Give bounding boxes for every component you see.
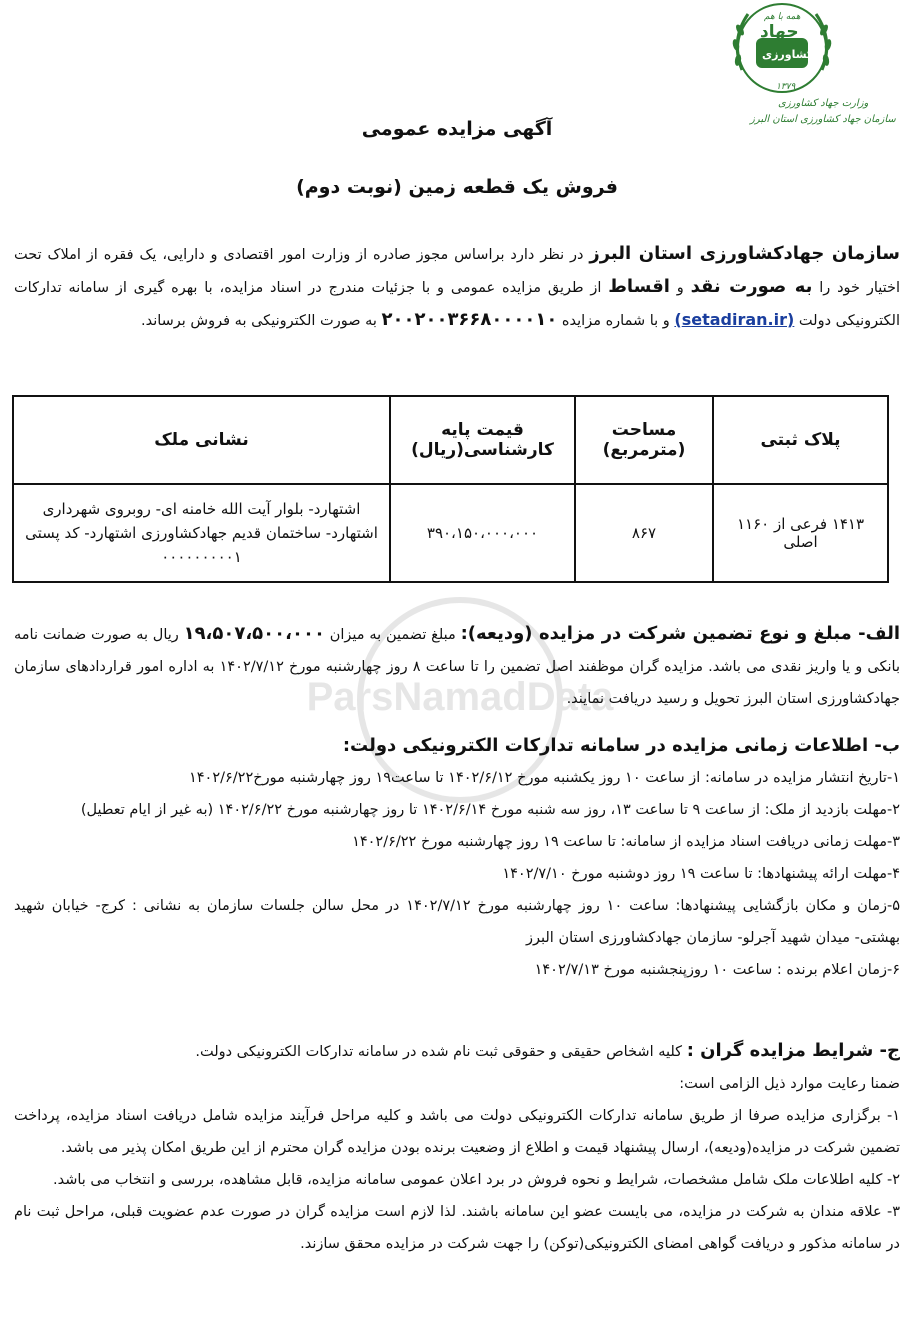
section-a-heading: الف- مبلغ و نوع تضمین شرکت در مزایده (ودیعه): <box>460 623 900 644</box>
section-c-heading: ج- شرایط مزایده گران : <box>686 1040 900 1061</box>
header-price: قیمت پایه کارشناسی(ریال) <box>390 396 575 484</box>
jahad-keshavarzi-logo <box>690 0 896 135</box>
section-b-heading: ب- اطلاعات زمانی مزایده در سامانه تدارکات الکترونیکی دولت: <box>342 735 900 756</box>
cell-plate: ۱۴۱۳ فرعی از ۱۱۶۰ اصلی <box>713 484 888 582</box>
logo-name-line2: کشاورزی <box>762 48 814 61</box>
header-area: مساحت (مترمربع) <box>575 396 713 484</box>
logo-name-line1: جهاد <box>760 22 799 42</box>
section-c-item: ۱- برگزاری مزایده صرفا از طریق سامانه تدارکات الکترونیکی دولت می باشد و کلیه مراحل فرآیند مزایده شامل دریافت اسناد مزایده، پرداخت تضمین شرکت در مزایده(ودیعه)، ارسال پیشنهاد قیمت و اطلاع از وضعیت برنده بودن مزایده گران محترم از این طریق امکان پذیر می باشد. <box>14 1108 900 1156</box>
setadiran-link[interactable]: (setadiran.ir) <box>674 310 795 329</box>
section-b-item: ۳-مهلت زمانی دریافت اسناد مزایده از سامانه: تا ساعت ۱۹ روز چهارشنبه مورخ ۱۴۰۲/۶/۲۲ <box>352 834 900 850</box>
intro-text-2: از طریق مزایده عمومی و با جزئیات مندرج در اسناد مزایده، با بهره گیری از سامانه تدارکات الکترونیکی دولت <box>14 280 900 329</box>
watermark-text: ParsNamadData <box>306 675 614 719</box>
section-c-intro: کلیه اشخاص حقیقی و حقوقی ثبت نام شده در سامانه تدارکات الکترونیکی دولت. <box>195 1044 687 1060</box>
section-b <box>14 730 900 986</box>
intro-and: و <box>669 280 691 296</box>
logo-ministry: وزارت جهاد کشاورزی <box>778 98 869 109</box>
cell-area: ۸۶۷ <box>575 484 713 582</box>
section-b-item: ۴-مهلت ارائه پیشنهادها: تا ساعت ۱۹ روز دوشنبه مورخ ۱۴۰۲/۷/۱۰ <box>502 866 900 882</box>
page-title: آگهی مزایده عمومی <box>361 118 553 140</box>
property-table <box>12 395 889 583</box>
section-b-item: ۱-تاریخ انتشار مزایده در سامانه: از ساعت ۱۰ روز یکشنبه مورخ ۱۴۰۲/۶/۱۲ تا ساعت۱۹ روز چهارشنبه مورخ۱۴۰۲/۶/۲۲ <box>188 770 900 786</box>
intro-text-1: در نظر دارد براساس مجوز صادره از وزارت امور اقتصادی و دارایی، یک فقره از املاک تحت اختیار خود را <box>14 247 900 296</box>
payment-cash: به صورت نقد <box>690 276 813 297</box>
section-a <box>14 618 900 715</box>
section-a-text-2: ریال به صورت ضمانت نامه بانکی و یا واریز نقدی می باشد. مزایده گران موظفند اصل تضمین را تا ساعت ۸ روز چهارشنبه مورخ ۱۴۰۲/۷/۱۲ به اداره امور قراردادهای سازمان جهادکشاورزی استان البرز تحویل و رسید دریافت نمایند. <box>14 627 900 707</box>
section-a-text-1: مبلغ تضمین به میزان <box>324 627 461 643</box>
logo-org: سازمان جهاد کشاورزی استان البرز <box>750 114 896 125</box>
section-c-note: ضمنا رعایت موارد ذیل الزامی است: <box>679 1076 900 1092</box>
logo-slogan: همه با هم <box>764 12 801 22</box>
payment-installments: اقساط <box>608 276 670 297</box>
guarantee-amount: ۱۹،۵۰۷،۵۰۰،۰۰۰ <box>183 623 325 644</box>
section-b-item: ۶-زمان اعلام برنده : ساعت ۱۰ روزپنجشنبه مورخ ۱۴۰۲/۷/۱۳ <box>534 962 900 978</box>
header-plate: پلاک ثبتی <box>713 396 888 484</box>
auction-number: ۲۰۰۲۰۰۳۶۶۸۰۰۰۰۱۰ <box>381 309 558 330</box>
cell-address: اشتهارد- بلوار آیت الله خامنه ای- روبروی شهرداری اشتهارد- ساختمان قدیم جهادکشاورزی اشتهارد- کد پستی ۰۰۰۰۰۰۰۰۰۱ <box>13 484 390 582</box>
page-subtitle: فروش یک قطعه زمین (نوبت دوم) <box>296 176 618 198</box>
cell-price: ۳۹۰،۱۵۰،۰۰۰،۰۰۰ <box>390 484 575 582</box>
intro-paragraph <box>14 238 900 337</box>
org-name: سازمان جهادکشاورزی استان البرز <box>589 243 901 264</box>
intro-text-4: به صورت الکترونیکی به فروش برساند. <box>140 313 382 329</box>
logo-year: ۱۳۷۹ <box>776 82 796 92</box>
table-row <box>13 484 888 582</box>
section-c <box>14 1035 900 1260</box>
section-c-item: ۳- علاقه مندان به شرکت در مزایده، می بایست عضو این سامانه باشند. لذا لازم است مزایده گران در صورت عدم عضویت قبلی، مراحل ثبت نام در سامانه مذکور و دریافت گواهی امضای الکترونیکی(توکن) را جهت شرکت در مزایده محقق سازند. <box>14 1204 900 1252</box>
section-c-item: ۲- کلیه اطلاعات ملک شامل مشخصات، شرایط و نحوه فروش در برد اعلان عمومی سامانه مزایده، قابل مشاهده، بررسی و انتخاب می باشد. <box>53 1172 900 1188</box>
section-b-item: ۵-زمان و مکان بازگشایی پیشنهادها: ساعت ۱۰ روز چهارشنبه مورخ ۱۴۰۲/۷/۱۲ در محل سالن جلسات سازمان به نشانی : کرج- خیابان شهید بهشتی- میدان شهید آجرلو- سازمان جهادکشاورزی استان البرز <box>14 898 900 946</box>
header-address: نشانی ملک <box>13 396 390 484</box>
table-header-row <box>13 396 888 484</box>
intro-text-3: و با شماره مزایده <box>557 313 675 329</box>
section-b-item: ۲-مهلت بازدید از ملک: از ساعت ۹ تا ساعت ۱۳، روز سه شنبه مورخ ۱۴۰۲/۶/۱۴ تا روز چهارشنبه مورخ ۱۴۰۲/۶/۲۲ (به غیر از ایام تعطیل) <box>80 802 900 818</box>
